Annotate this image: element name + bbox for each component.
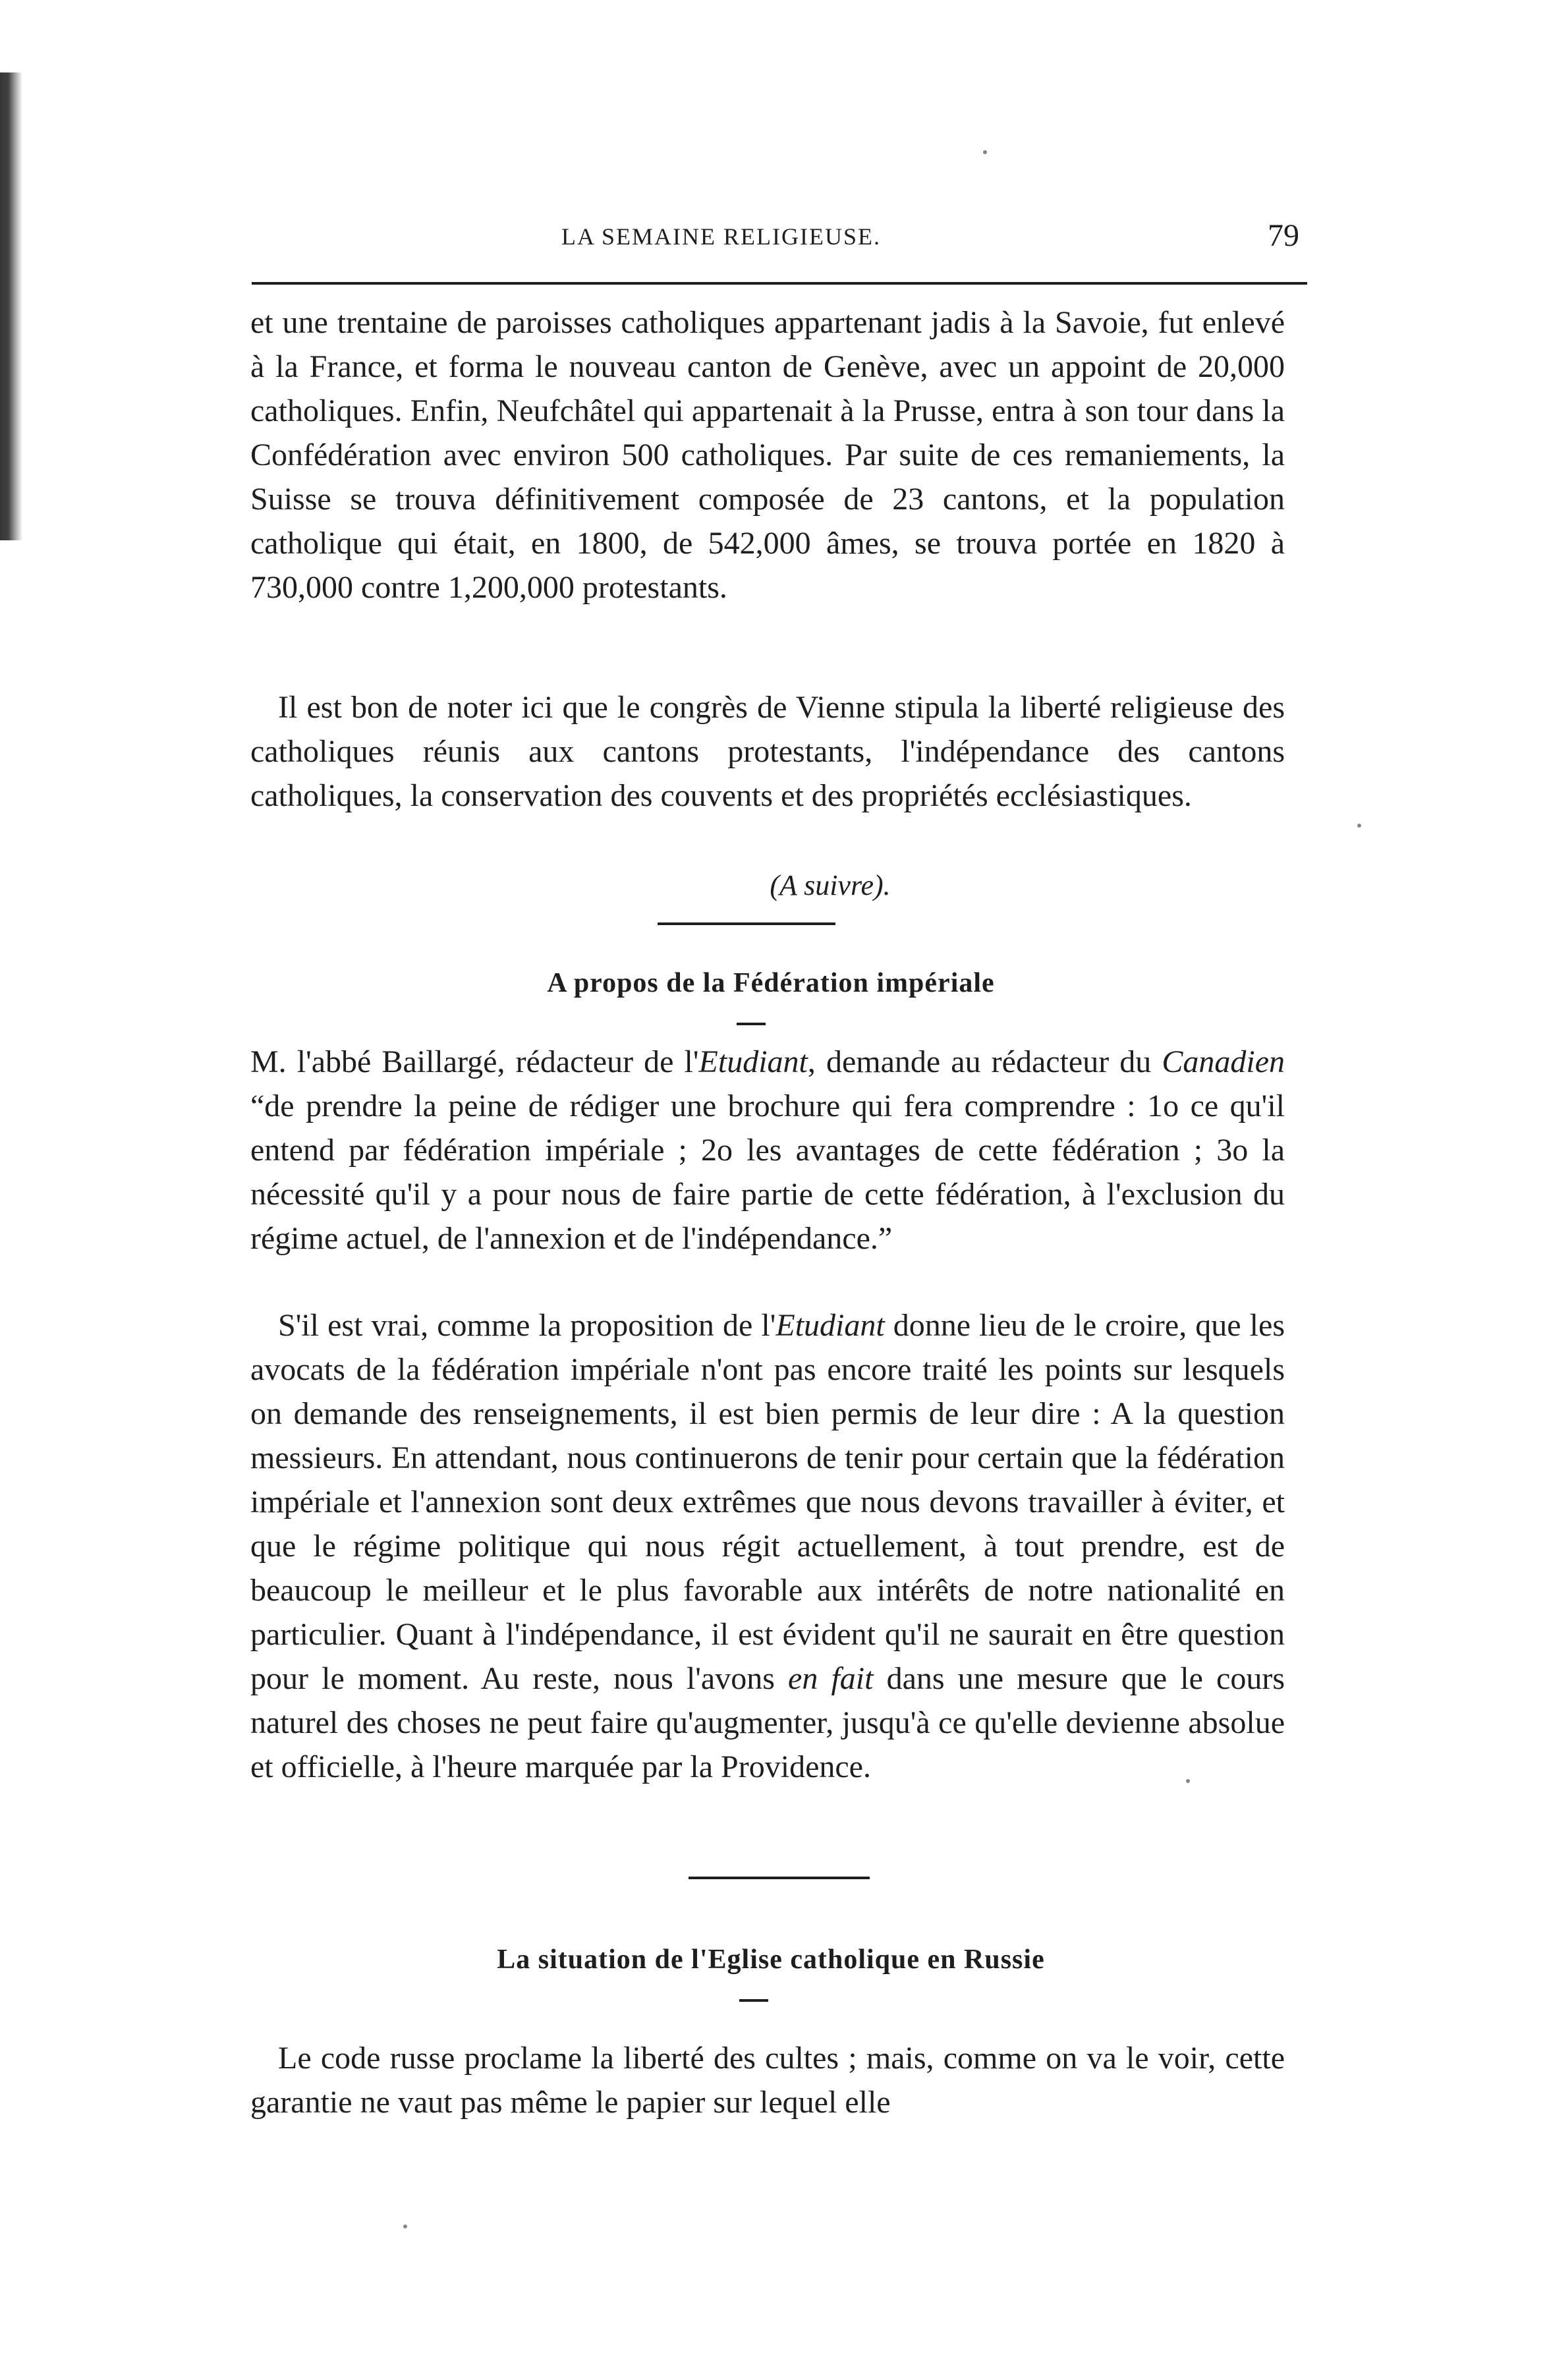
italic-canadien: Canadien: [1162, 1044, 1285, 1079]
paragraph-federation-argument: [250, 1303, 1285, 1789]
scan-binding-edge: [0, 72, 22, 540]
section-divider: [658, 922, 835, 925]
paragraph-code-russe: Le code russe proclame la liberté des cultes ; mais, comme on va le voir, cette garantie ne vaut pas même le papier sur lequel elle: [250, 2041, 1285, 2120]
running-title: LA SEMAINE RELIGIEUSE.: [561, 223, 881, 250]
section-divider: [689, 1877, 870, 1879]
print-speck: [983, 150, 987, 154]
title-dash: [737, 1023, 766, 1025]
print-speck: [1357, 824, 1361, 828]
paragraph-continued: et une trentaine de paroisses catholiques appartenant jadis à la Savoie, fut enlevé à la France, et forma le nouveau canton de Genève, avec un appoint de 20,000 catholiques. Enfin, Neufchâtel qui appartenait à la Prusse, entra à son tour dans la Confédération avec environ 500 catholiques. Par suite de ces remaniements, la Suisse se trouva définitivement composée de 23 cantons, et la population catholique qui était, en 1800, de 542,000 âmes, se trouva portée en 1820 à 730,000 contre 1,200,000 protestants.: [250, 305, 1285, 605]
italic-etudiant: Etudiant: [698, 1044, 808, 1079]
paragraph-baillarge: [250, 1040, 1285, 1261]
page-number: 79: [1268, 218, 1299, 253]
print-speck: [1186, 1779, 1190, 1783]
paragraph-congress-vienna: Il est bon de noter ici que le congrès de Vienne stipula la liberté religieuse des catholiques réunis aux cantons protestants, l'indépendance des cantons catholiques, la conservation des couvents et des propriétés ecclésiastiques.: [250, 690, 1285, 813]
page-header: [252, 218, 1307, 254]
text-run: M. l'abbé Baillargé, rédacteur de l': [250, 1044, 699, 1079]
title-dash: [739, 1999, 768, 2002]
text-run: dans une mesure que le cours naturel des choses ne peut faire qu'augmenter, jusqu'à ce qu'elle devienne absolue et officielle, à l'heure marquée par la Providence.: [250, 1661, 1285, 1784]
italic-en-fait: en fait: [788, 1661, 874, 1696]
italic-etudiant: Etudiant: [775, 1308, 885, 1343]
text-run: , demande au rédacteur du: [807, 1044, 1162, 1079]
text-run: S'il est vrai, comme la proposition de l': [278, 1308, 776, 1343]
print-speck: [403, 2224, 407, 2228]
header-rule: [252, 282, 1307, 285]
section-title-federation: A propos de la Fédération impériale: [547, 968, 995, 998]
section-title-russie: La situation de l'Eglise catholique en Russie: [497, 1944, 1045, 1975]
text-run: “de prendre la peine de rédiger une brochure qui fera comprendre : 1o ce qu'il entend par fédération impériale ; 2o les avantages de cette fédération ; 3o la nécessité qu'il y a pour nous de faire partie de cette fédération, à l'exclusion du régime actuel, de l'annexion et de l'indépendance.”: [250, 1089, 1285, 1256]
to-be-continued: (A suivre).: [770, 869, 891, 901]
text-run: donne lieu de le croire, que les avocats de la fédération impériale n'ont pas encore traité les points sur lesquels on demande des renseignements, il est bien permis de leur dire : A la question messieurs. En attendant, nous continuerons de tenir pour certain que la fédération impériale et l'annexion sont deux extrêmes que nous devons travailler à éviter, et que le régime politique qui nous régit actuellement, à tout prendre, est de beaucoup le meilleur et le plus favorable aux intérêts de notre nationalité en particulier. Quant à l'indépendance, il est évident qu'il ne saurait en être question pour le moment. Au reste, nous l'avons: [250, 1308, 1285, 1696]
